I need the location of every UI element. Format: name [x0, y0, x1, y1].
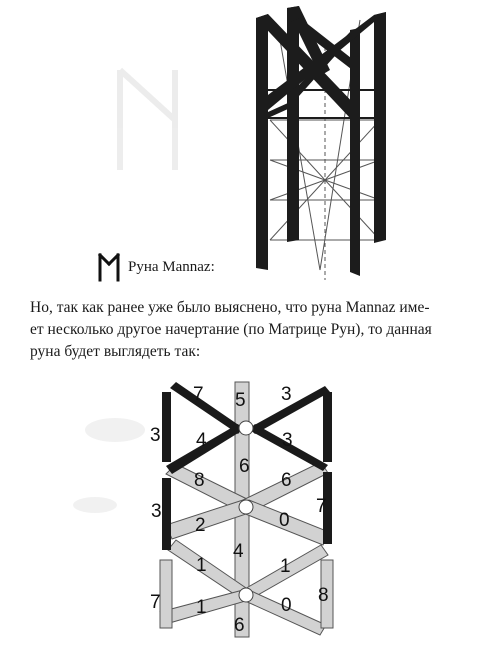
num-bottom-center: 6: [234, 615, 245, 636]
num-upper-right-diag: 3: [282, 430, 293, 451]
rune-3d-figure: [0, 0, 488, 285]
num-left-middle: 3: [151, 501, 162, 522]
num-right-middle: 7: [316, 496, 327, 517]
paragraph-line-1: Но, так как ранее уже было выяснено, что руна Mannaz име-: [30, 299, 430, 316]
num-lower-right-upper: 1: [280, 556, 291, 577]
num-lower-right-diag: 0: [281, 595, 292, 616]
paragraph-line-2: ет несколько другое начертание (по Матрице Рун), то данная: [30, 321, 432, 338]
rune-caption: [96, 252, 215, 282]
num-left-bottom: 7: [150, 592, 161, 613]
num-right-bottom: 8: [318, 585, 329, 606]
num-top-right: 3: [281, 384, 292, 405]
num-left-upper: 3: [150, 425, 161, 446]
num-top-center: 5: [235, 390, 246, 411]
num-mid-right-upper: 6: [281, 470, 292, 491]
num-lower-left-diag: 1: [196, 597, 207, 618]
num-center-lower: 4: [233, 541, 244, 562]
mannaz-rune-icon: [96, 252, 122, 282]
rune-matrix-figure: [0, 370, 488, 645]
num-mid-right-lower: 0: [279, 510, 290, 531]
paragraph-line-3: руна будет выглядеть так:: [30, 343, 201, 360]
body-paragraph: [30, 297, 478, 363]
num-center-upper: 6: [239, 456, 250, 477]
ghost-figure: [120, 70, 175, 170]
caption-label: Руна Mannaz:: [128, 258, 215, 275]
background-smudge: [73, 418, 145, 513]
rune-bars: [256, 6, 386, 276]
num-mid-left-lower: 2: [195, 515, 206, 536]
num-mid-left-upper: 8: [194, 470, 205, 491]
num-upper-left-diag: 4: [196, 430, 207, 451]
num-top-left: 7: [193, 384, 204, 405]
num-lower-left-upper: 1: [196, 555, 207, 576]
